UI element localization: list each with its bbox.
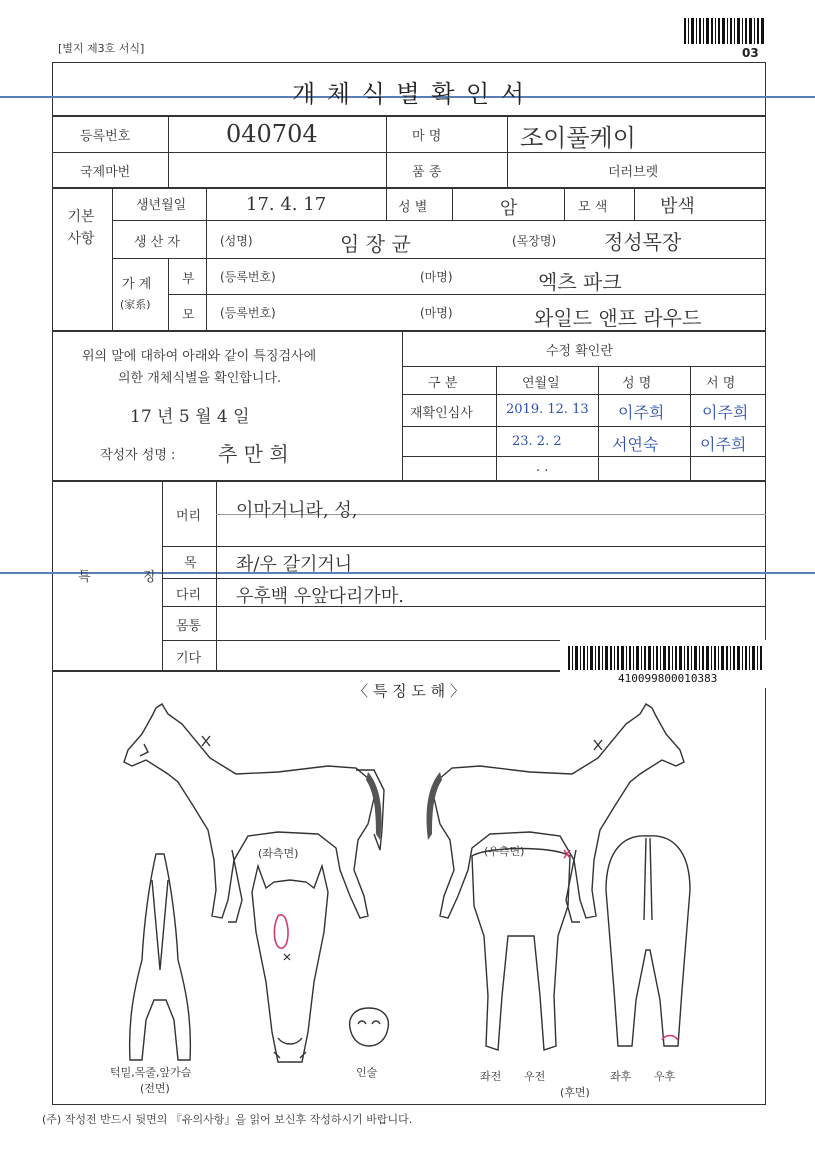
revision-row2-sign: 이주희	[700, 435, 747, 454]
sex-label: 성 별	[398, 200, 428, 215]
muzzle-caption: 인술	[356, 1066, 378, 1079]
revision-row1-sign: 이주희	[702, 403, 749, 422]
breeder-name-tag: (성명)	[220, 234, 253, 248]
diagram-title: 〈 특 징 도 해 〉	[353, 682, 465, 700]
dob-label: 생년월일	[136, 198, 187, 213]
neck-caption: 턱밑,목줄,앞가슴	[110, 1066, 192, 1079]
breed-label: 품 종	[412, 165, 442, 180]
sire-name: 엑츠 파크	[538, 270, 622, 294]
horse-name-label: 마 명	[412, 129, 442, 144]
dam-label: 모	[182, 308, 195, 323]
sex-value: 암	[500, 198, 518, 219]
rear-caption: (후면)	[560, 1086, 590, 1099]
dam-reg-tag: (등록번호)	[220, 306, 276, 320]
left-front-caption: 좌전	[480, 1070, 502, 1083]
author-label: 작성자 성명 :	[100, 448, 176, 463]
color-value: 밤색	[660, 196, 695, 217]
feature-head-label: 머리	[176, 509, 202, 524]
feature-leg-label: 다리	[176, 588, 202, 603]
intl-no-label: 국제마번	[80, 165, 131, 180]
breeder-label: 생 산 자	[134, 235, 180, 250]
form-code: [별지 제3호 서식]	[58, 42, 145, 55]
revision-header-name: 성 명	[622, 376, 652, 391]
revision-header-sign: 서 명	[706, 376, 736, 391]
barcode-number: 410099800010383	[618, 672, 718, 685]
feature-leg-value: 우후백 우앞다리가마.	[236, 586, 404, 607]
sire-label: 부	[182, 272, 195, 287]
revision-row1-name: 이주희	[618, 403, 665, 422]
feature-body-label: 몸통	[176, 619, 202, 634]
horse-rear-drawing	[600, 830, 696, 1060]
reg-no-label: 등록번호	[80, 129, 131, 144]
pedigree-sub: (家系)	[120, 298, 151, 311]
left-side-caption: (좌측면)	[258, 847, 299, 860]
revision-row2-name: 서연숙	[612, 435, 659, 454]
features-side-label: 특 징	[78, 570, 180, 585]
page-number: 03	[742, 46, 759, 60]
dam-horse-tag: (마명)	[420, 306, 453, 320]
revision-row3-date: . .	[536, 460, 549, 475]
right-side-caption: (우측면)	[484, 845, 525, 858]
feature-other-label: 기다	[176, 651, 202, 666]
front-caption: (전면)	[140, 1082, 170, 1095]
dam-name: 와일드 앤프 라우드	[534, 306, 702, 330]
left-rear-caption: 좌후	[610, 1070, 632, 1083]
page-title: 개 체 식 별 확 인 서	[291, 80, 527, 108]
feature-neck-value: 좌/우 갈기거니	[236, 554, 353, 575]
revision-header-type: 구 분	[428, 376, 458, 391]
pedigree-label: 가 계	[122, 277, 152, 292]
revision-row2-date: 23. 2. 2	[512, 434, 562, 449]
horse-muzzle-drawing	[344, 1004, 394, 1054]
barcode-bars	[568, 646, 764, 670]
right-rear-caption: 우후	[654, 1070, 676, 1083]
sire-horse-tag: (마명)	[420, 270, 453, 284]
sire-reg-tag: (등록번호)	[220, 270, 276, 284]
horse-head-front-drawing	[244, 862, 336, 1072]
horse-front-legs-drawing	[468, 846, 574, 1060]
right-front-caption: 우전	[524, 1070, 546, 1083]
author-signature: 추 만 희	[218, 442, 289, 466]
dob-value: 17. 4. 17	[246, 194, 327, 215]
revision-row1-date: 2019. 12. 13	[506, 402, 589, 417]
feature-head-value: 이마거니라, 성,	[236, 500, 358, 521]
revision-title: 수정 확인란	[546, 344, 613, 359]
farm-name-tag: (목장명)	[512, 234, 557, 248]
breed-value: 더러브렛	[608, 165, 659, 180]
statement-line1: 위의 말에 대하여 아래와 같이 특징검사에	[82, 349, 317, 364]
footer-note: (주) 작성전 반드시 뒷면의 『유의사항』을 읽어 보신후 작성하시기 바랍니다.	[42, 1113, 413, 1126]
breeder-name: 임 장 균	[340, 232, 411, 256]
confirm-date: 17 년 5 월 4 일	[130, 407, 250, 427]
feature-neck-label: 목	[184, 556, 197, 571]
revision-header-date: 연월일	[522, 376, 560, 391]
reg-no-value: 040704	[226, 120, 318, 148]
revision-row1-type: 재확인심사	[410, 406, 473, 421]
statement-line2: 의한 개체식별을 확인합니다.	[118, 371, 282, 386]
color-label: 모 색	[578, 200, 608, 215]
horse-neck-chest-drawing	[122, 850, 198, 1070]
farm-name: 정성목장	[604, 230, 682, 254]
top-barcode	[684, 18, 764, 44]
horse-name-value: 조이풀케이	[520, 124, 636, 152]
basic-side-label: 기본사항	[67, 209, 95, 247]
